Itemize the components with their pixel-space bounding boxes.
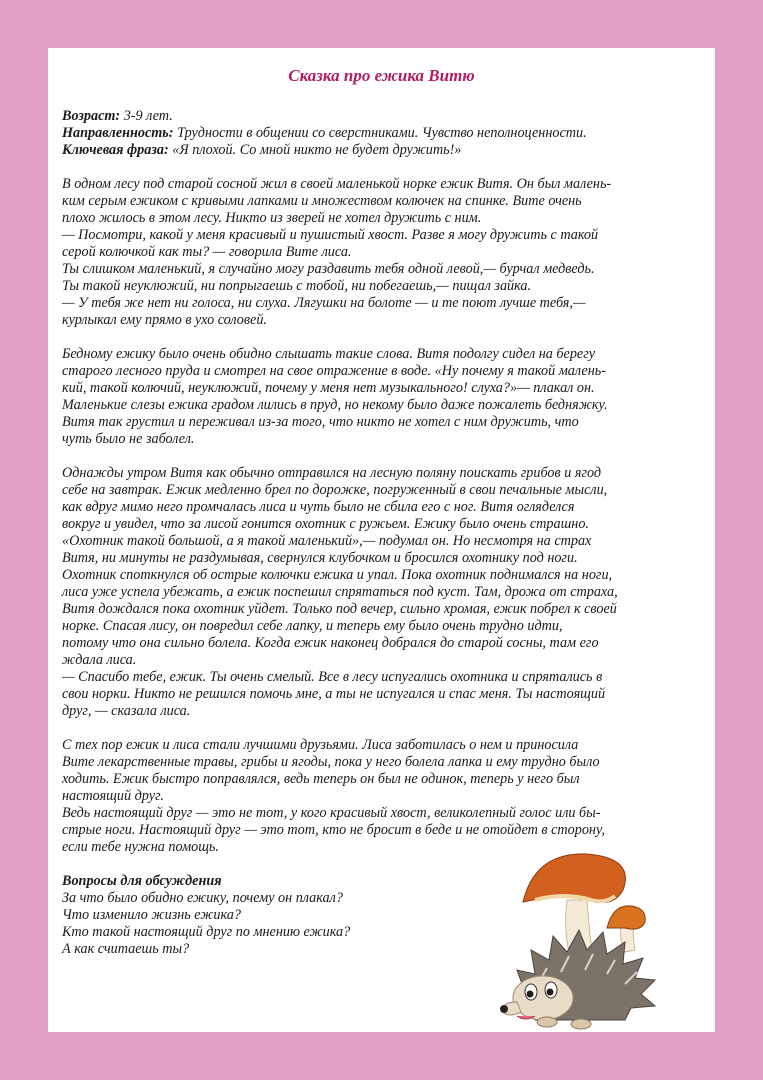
story-line: — Посмотри, какой у меня красивый и пушистый хвост. Разве я могу дружить с такой xyxy=(62,227,599,243)
story-line: лиса уже успела убежать, а ежик поспешил спрятаться под куст. Там, дрожа от страха, xyxy=(62,584,618,600)
question-item: Кто такой настоящий друг по мнению ежика? xyxy=(62,924,351,940)
story-line: плохо жилось в этом лесу. Никто из зверей не хотел дружить с ним. xyxy=(62,210,482,226)
story-paragraph xyxy=(62,176,715,329)
story-line: серой колючкой как ты? — говорила Вите лиса. xyxy=(62,244,352,260)
story-line: — Спасибо тебе, ежик. Ты очень смелый. Все в лесу испугались охотника и спрятались в xyxy=(62,669,603,685)
story-line: Ты такой неуклюжий, ни попрыгаешь с тобой, ни побегаешь,— пищал зайка. xyxy=(62,278,532,294)
story-line: чуть было не заболел. xyxy=(62,431,195,447)
story-line: потому что она сильно болела. Когда ежик наконец добрался до старой сосны, там его xyxy=(62,635,599,651)
story-line: старого лесного пруда и смотрел на свое отражение в воде. «Ну почему я такой малень- xyxy=(62,363,606,379)
story-paragraph xyxy=(62,346,715,448)
question-item: А как считаешь ты? xyxy=(62,941,190,957)
age-value: 3-9 лет. xyxy=(120,108,173,124)
story-line: свои норки. Никто не решился помочь мне, а ты не испугался и спас меня. Ты настоящий xyxy=(62,686,606,702)
story-line: Ты слишком маленький, я случайно могу раздавить тебя одной левой,— бурчал медведь. xyxy=(62,261,595,277)
questions-heading: Вопросы для обсуждения xyxy=(62,873,222,889)
story-line: Бедному ежику было очень обидно слышать такие слова. Витя подолгу сидел на берегу xyxy=(62,346,596,362)
story-line: кий, такой колючий, неуклюжий, почему у меня нет музыкального! слуха?»— плакал он. xyxy=(62,380,595,396)
story-line: С тех пор ежик и лиса стали лучшими друзьями. Лиса заботилась о нем и приносила xyxy=(62,737,579,753)
story-line: себе на завтрак. Ежик медленно брел по дорожке, погруженный в свои печальные мысли, xyxy=(62,482,608,498)
story-line: друг, — сказала лиса. xyxy=(62,703,191,719)
question-item: За что было обидно ежику, почему он плакал? xyxy=(62,890,343,906)
story-line: Охотник споткнулся об острые колючки ежика и упал. Пока охотник поднимался на ноги, xyxy=(62,567,613,583)
story-line: Вите лекарственные травы, грибы и ягоды, пока у него болела лапка и ему трудно было xyxy=(62,754,600,770)
question-item: Что изменило жизнь ежика? xyxy=(62,907,241,923)
phrase-line xyxy=(62,142,715,159)
story-line: стрые ноги. Настоящий друг — это тот, кто не бросит в беде и не отойдет в сторону, xyxy=(62,822,606,838)
story-page xyxy=(48,48,715,1032)
age-line xyxy=(62,108,715,125)
story-line: ждала лиса. xyxy=(62,652,137,668)
focus-value: Трудности в общении со сверстниками. Чувство неполноценности. xyxy=(173,125,587,141)
story-line: В одном лесу под старой сосной жил в своей маленькой норке ежик Витя. Он был малень- xyxy=(62,176,612,192)
story-line: вокруг и увидел, что за лисой гонится охотник с ружьем. Ежику было очень страшно. xyxy=(62,516,589,532)
story-line: настоящий друг. xyxy=(62,788,164,804)
page-title: Сказка про ежика Витю xyxy=(288,66,475,85)
story-line: — У тебя же нет ни голоса, ни слуха. Лягушки на болоте — и те поют лучше тебя,— xyxy=(62,295,586,311)
story-line: Витя дождался пока охотник уйдет. Только под вечер, сильно хромая, ежик побрел к своей xyxy=(62,601,617,617)
story-line: Маленькие слезы ежика градом лились в пруд, но некому было даже пожалеть бедняжку. xyxy=(62,397,608,413)
story-line: как вдруг мимо него промчалась лиса и чуть было не сбила его с ног. Витя огляделся xyxy=(62,499,575,515)
story-line: если тебе нужна помощь. xyxy=(62,839,219,855)
focus-line xyxy=(62,125,715,142)
age-label: Возраст: xyxy=(62,108,121,124)
story-line: «Охотник такой большой, а я такой маленький»,— подумал он. Но несмотря на страх xyxy=(62,533,592,549)
story-line: норке. Спасая лису, он повредил себе лапку, и теперь ему было очень трудно идти, xyxy=(62,618,563,634)
story-line: Витя, ни минуты не раздумывая, свернулся клубочком и бросился охотнику под ноги. xyxy=(62,550,578,566)
story-line: Однажды утром Витя как обычно отправился на лесную поляну поискать грибов и ягод xyxy=(62,465,602,481)
story-line: ходить. Ежик быстро поправлялся, ведь теперь он был не одинок, теперь у него был xyxy=(62,771,580,787)
phrase-value: «Я плохой. Со мной никто не будет дружить!» xyxy=(168,142,462,158)
story-paragraph xyxy=(62,737,715,856)
story-line: ким серым ежиком с кривыми лапками и множеством колючек на спинке. Вите очень xyxy=(62,193,582,209)
story-line: Ведь настоящий друг — это не тот, у кого красивый хвост, великолепный голос или бы- xyxy=(62,805,601,821)
story-line: курлыкал ему прямо в ухо соловей. xyxy=(62,312,267,328)
hedgehog-illustration xyxy=(495,842,675,1032)
story-meta xyxy=(62,108,715,159)
focus-label: Направленность: xyxy=(62,125,174,141)
phrase-label: Ключевая фраза: xyxy=(62,142,169,158)
story-line: Витя так грустил и переживал из-за того, что никто не хотел с ним дружить, что xyxy=(62,414,579,430)
story-paragraph xyxy=(62,465,715,720)
story-body xyxy=(62,176,715,856)
